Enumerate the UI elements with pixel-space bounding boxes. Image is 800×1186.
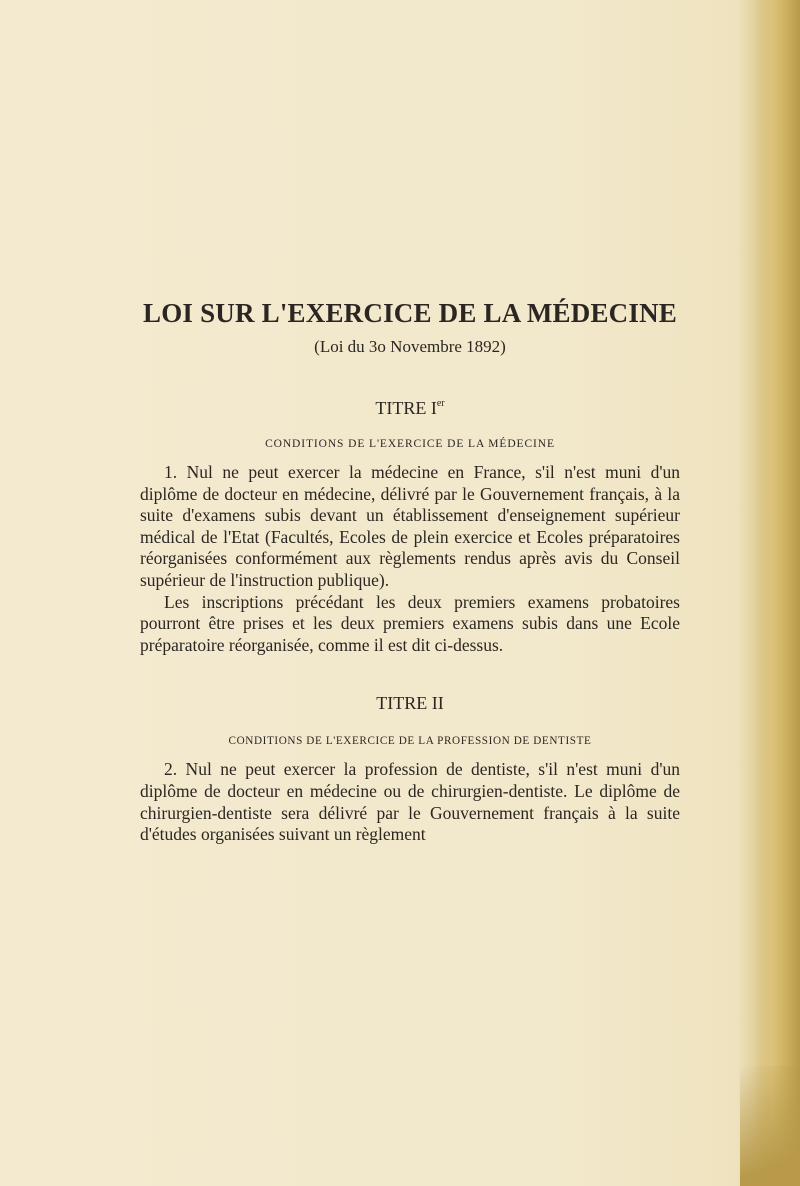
article-2-paragraph: 2. Nul ne peut exercer la profession de dentiste, s'il n'est muni d'un diplôme de docteur en médecine ou de chirurgien-dentiste. Le diplôme de chirurgien-dentiste sera délivré par le Gouvernement français à la suite d'études organisées suivant un règlement — [140, 759, 680, 845]
page-title: LOI SUR L'EXERCICE DE LA MÉDECINE — [143, 298, 677, 328]
titre-1-superscript: er — [436, 398, 445, 409]
titre-1-label — [140, 393, 680, 419]
law-date-subtitle: (Loi du 3o Novembre 1892) — [314, 337, 506, 356]
titre-2-label: TITRE II — [376, 693, 444, 714]
titre-1-heading: CONDITIONS DE L'EXERCICE DE LA MÉDECINE — [265, 438, 555, 450]
page-edge-shadow — [754, 0, 800, 1186]
titre-2-heading: CONDITIONS DE L'EXERCICE DE LA PROFESSION DE DENTISTE — [228, 735, 592, 748]
page-corner-shadow — [740, 1066, 800, 1186]
article-1-paragraph-2: Les inscriptions précédant les deux premiers examens probatoires pourront être prises et les deux premiers examens subis dans une Ecole préparatoire réorganisée, comme il est dit ci-dessus. — [140, 591, 680, 655]
titre-1-text: TITRE I — [375, 398, 437, 418]
document-body — [140, 296, 680, 846]
article-1-paragraph: 1. Nul ne peut exercer la médecine en France, s'il n'est muni d'un diplôme de docteur en médecine, délivré par le Gouvernement français, à la suite d'examens subis devant un établissement d'enseignement supérieur médical de l'Etat (Facultés, Ecoles de plein exercice et Ecoles préparatoires réorganisées conformément aux règlements rendus après avis du Conseil supérieur de l'instruction publique). — [140, 462, 680, 590]
